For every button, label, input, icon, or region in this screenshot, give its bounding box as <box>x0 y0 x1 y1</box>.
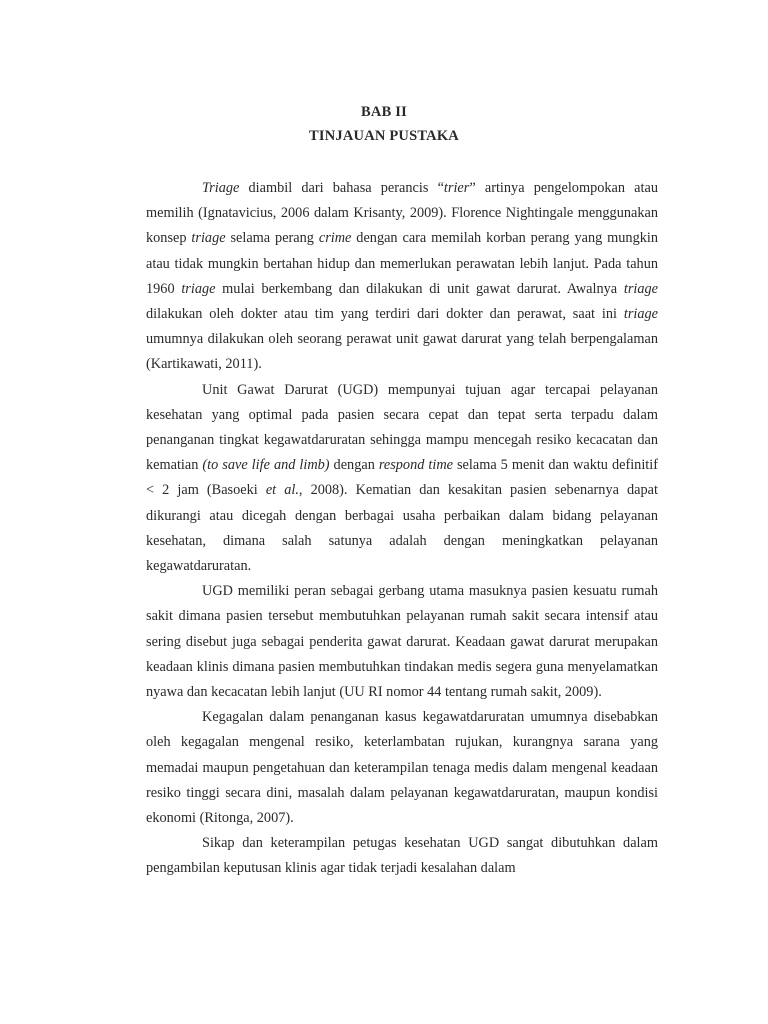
italic-term: crime <box>318 230 352 247</box>
paragraph-4 <box>146 705 658 831</box>
italic-term: respond time <box>378 457 453 474</box>
chapter-title: TINJAUAN PUSTAKA <box>309 128 459 144</box>
text-run: selama 5 menit dan waktu definitif < 2 jam (Basoeki <box>146 457 659 499</box>
text-run: Kegagalan dalam penanganan kasus kegawatdaruratan umumnya disebabkan oleh kegagalan mengenal resiko, keterlambatan rujukan, kurangnya sarana yang memadai maupun pengetahuan dan keterampilan tenaga medis dalam mengenal keadaan resiko tinggi secara dini, masalah dalam pelayanan kegawatdaruratan, maupun kondisi ekonomi (Ritonga, 2007). <box>146 709 658 827</box>
italic-term: et al. <box>265 482 299 499</box>
paragraph-2 <box>146 378 658 580</box>
italic-term: triage <box>623 280 659 297</box>
text-run: umumnya dilakukan oleh seorang perawat unit gawat darurat yang telah berpengalaman (Kartikawati, 2011). <box>146 331 658 373</box>
italic-term: triage <box>181 280 216 297</box>
text-run: mulai berkembang dan dilakukan di unit gawat darurat. Awalnya <box>215 280 624 297</box>
italic-term: trier <box>443 180 470 196</box>
paragraph-3 <box>146 579 658 705</box>
text-run: , 2008). Kematian dan kesakitan pasien sebenarnya dapat dikurangi atau dicegah dengan berbagai usaha perbaikan dalam bidang pelayanan kesehatan, dimana salah satunya adalah dengan meningkatkan pelayanan kegawatdaruratan. <box>146 482 658 575</box>
body-text <box>146 176 658 882</box>
text-run: Sikap dan keterampilan petugas kesehatan UGD sangat dibutuhkan dalam pengambilan keputusan klinis agar tidak terjadi kesalahan dalam <box>146 835 658 877</box>
text-run: dengan cara memilah korban perang yang mungkin atau tidak mungkin bertahan hidup dan memerlukan perawatan lebih lanjut. Pada tahun 1960 <box>146 230 658 297</box>
text-run: UGD memiliki peran sebagai gerbang utama masuknya pasien kesuatu rumah sakit dimana pasien tersebut membutuhkan pelayanan rumah sakit secara intensif atau sering disebut juga sebagai penderita gawat darurat. Keadaan gawat darurat merupakan keadaan klinis dimana pasien membutuhkan tindakan medis segera guna menyelamatkan nyawa dan kecacatan lebih lanjut (UU RI nomor 44 tentang rumah sakit, 2009). <box>146 583 658 701</box>
paragraph-1 <box>146 176 658 378</box>
paragraph-5 <box>146 831 658 881</box>
text-run: dilakukan oleh dokter atau tim yang terdiri dari dokter dan perawat, saat ini <box>146 306 624 323</box>
chapter-heading: BAB II <box>361 104 407 120</box>
italic-term: (to save life and limb) <box>202 457 330 474</box>
italic-term: triage <box>191 230 226 247</box>
text-run: ” artinya pengelompokan atau memilih (Ignatavicius, 2006 dalam Krisanty, 2009). Florence Nightingale menggunakan konsep <box>146 180 658 247</box>
text-run: dengan <box>329 457 379 474</box>
italic-term: triage <box>623 306 658 323</box>
text-run: Unit Gawat Darurat (UGD) mempunyai tujuan agar tercapai pelayanan kesehatan yang optimal pada pasien secara cepat dan tepat serta terpadu dalam penanganan tingkat kegawatdaruratan sehingga mampu mencegah resiko kecacatan dan kematian <box>146 381 658 474</box>
italic-term: Triage <box>202 180 240 196</box>
text-run: diambil dari bahasa perancis “ <box>239 180 444 196</box>
text-run: selama perang <box>225 230 319 247</box>
